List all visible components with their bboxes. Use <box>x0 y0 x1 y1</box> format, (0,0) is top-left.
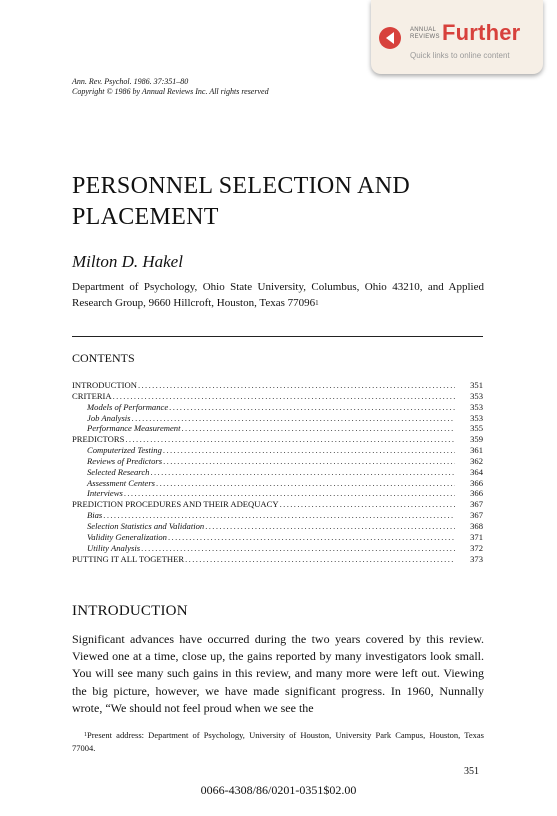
toc-leader-dots <box>150 467 455 478</box>
toc-entry-page: 355 <box>470 423 483 434</box>
toc-entry[interactable] <box>72 543 483 554</box>
toc-entry-label: Computerized Testing <box>87 445 162 456</box>
toc-leader-dots <box>163 445 455 456</box>
toc-entry-label: PREDICTION PROCEDURES AND THEIR ADEQUACY <box>72 499 279 510</box>
toc-entry-label: CRITERIA <box>72 390 112 401</box>
footnote-mark: 1 <box>84 732 87 738</box>
toc-entry-label: Bias <box>87 510 103 521</box>
article-title <box>72 171 472 233</box>
toc-entry-label: PREDICTORS <box>72 434 125 445</box>
toc-entry-label: Models of Performance <box>87 401 169 412</box>
journal-citation <box>72 77 269 96</box>
title-line-1: PERSONNEL SELECTION AND <box>72 173 411 199</box>
toc-entry[interactable] <box>72 456 483 467</box>
price-code: 0066-4308/86/0201-0351$02.00 <box>200 783 357 797</box>
further-badge[interactable] <box>371 0 543 74</box>
toc-entry[interactable] <box>72 391 483 402</box>
toc-leader-dots <box>132 413 455 424</box>
toc-entry-label: Selected Research <box>87 466 150 477</box>
badge-small-line-1: ANNUAL <box>410 27 437 33</box>
section-divider <box>72 336 483 337</box>
toc-leader-dots <box>125 434 455 445</box>
toc-entry[interactable] <box>72 380 483 391</box>
badge-brand[interactable]: Further <box>442 20 521 45</box>
table-of-contents <box>72 380 483 564</box>
toc-entry-page: 359 <box>470 434 483 445</box>
toc-entry[interactable] <box>72 402 483 413</box>
introduction-paragraph: Significant advances have occurred during the two years covered by this review. Viewed one at a time, close up, the gains reported by many investigators look small. You will see many such gains in this review, and many more were left out. Viewing the big picture, however, we have made significant progress. In 1960, Nunnally wrote, “We should not feel proud when we see the <box>72 632 484 715</box>
toc-entry-page: 353 <box>470 412 483 423</box>
toc-leader-dots <box>169 402 455 413</box>
toc-entry-page: 351 <box>470 380 483 390</box>
toc-entry-label: Validity Generalization <box>87 531 167 542</box>
toc-leader-dots <box>141 543 455 554</box>
toc-leader-dots <box>163 456 455 467</box>
toc-entry-page: 366 <box>470 488 483 499</box>
footnote-text: Present address: Department of Psychology, University of Houston, University Park Campus, Houston, Texas 77004. <box>72 730 484 753</box>
badge-small-line-2: REVIEWS <box>410 34 440 40</box>
toc-entry-page: 353 <box>470 401 483 412</box>
toc-entry[interactable] <box>72 554 483 565</box>
toc-entry[interactable] <box>72 532 483 543</box>
toc-entry-label: Reviews of Predictors <box>87 455 163 466</box>
toc-entry-page: 372 <box>470 542 483 553</box>
toc-leader-dots <box>168 532 455 543</box>
toc-entry[interactable] <box>72 445 483 456</box>
toc-leader-dots <box>113 391 455 402</box>
toc-entry[interactable] <box>72 467 483 478</box>
badge-publisher-text <box>410 27 442 41</box>
toc-entry-label: PUTTING IT ALL TOGETHER <box>72 553 185 564</box>
toc-entry-label: INTRODUCTION <box>72 380 137 390</box>
footnote <box>72 729 484 755</box>
toc-leader-dots <box>124 488 455 499</box>
toc-entry[interactable] <box>72 423 483 434</box>
toc-entry[interactable] <box>72 413 483 424</box>
toc-entry-page: 373 <box>470 553 483 564</box>
toc-entry[interactable] <box>72 499 483 510</box>
citation-line-1: Ann. Rev. Psychol. 1986. 37:351–80 <box>72 77 189 86</box>
introduction-heading: INTRODUCTION <box>72 603 188 619</box>
toc-entry-page: 371 <box>470 531 483 542</box>
toc-leader-dots <box>181 423 455 434</box>
toc-entry-page: 364 <box>470 466 483 477</box>
citation-line-2: Copyright © 1986 by Annual Reviews Inc. All rights reserved <box>72 86 269 96</box>
author-affiliation <box>72 280 484 311</box>
contents-heading: CONTENTS <box>72 351 135 365</box>
toc-entry[interactable] <box>72 488 483 499</box>
affiliation-text: Department of Psychology, Ohio State University, Columbus, Ohio 43210, and Applied Research Group, 9660 Hillcroft, Houston, Texas 77096 <box>72 281 484 309</box>
toc-entry[interactable] <box>72 478 483 489</box>
page-number: 351 <box>464 766 479 777</box>
toc-leader-dots <box>185 554 455 565</box>
toc-entry-page: 353 <box>470 390 483 401</box>
toc-entry-page: 362 <box>470 455 483 466</box>
toc-entry-label: Selection Statistics and Validation <box>87 520 205 531</box>
toc-entry-page: 367 <box>470 510 483 521</box>
toc-entry-page: 366 <box>470 477 483 488</box>
toc-entry[interactable] <box>72 510 483 521</box>
toc-entry-label: Assessment Centers <box>87 477 156 488</box>
toc-entry-label: Performance Measurement <box>87 423 181 434</box>
toc-leader-dots <box>156 478 455 489</box>
toc-entry-label: Interviews <box>87 488 123 499</box>
toc-entry-label: Utility Analysis <box>87 542 141 553</box>
author-name: Milton D. Hakel <box>72 252 183 271</box>
toc-entry-page: 367 <box>470 499 483 510</box>
toc-entry[interactable] <box>72 434 483 445</box>
toc-entry-label: Job Analysis <box>87 412 131 423</box>
title-line-2: PLACEMENT <box>72 204 219 230</box>
toc-leader-dots <box>280 499 455 510</box>
affiliation-footnote-mark[interactable]: 1 <box>315 298 319 307</box>
annual-reviews-logo-icon <box>379 27 401 49</box>
toc-entry[interactable] <box>72 521 483 532</box>
toc-entry-page: 368 <box>470 520 483 531</box>
badge-subtitle[interactable]: Quick links to online content <box>410 51 510 60</box>
toc-entry-page: 361 <box>470 445 483 456</box>
toc-leader-dots <box>205 521 455 532</box>
toc-leader-dots <box>138 380 455 391</box>
toc-leader-dots <box>103 510 455 521</box>
